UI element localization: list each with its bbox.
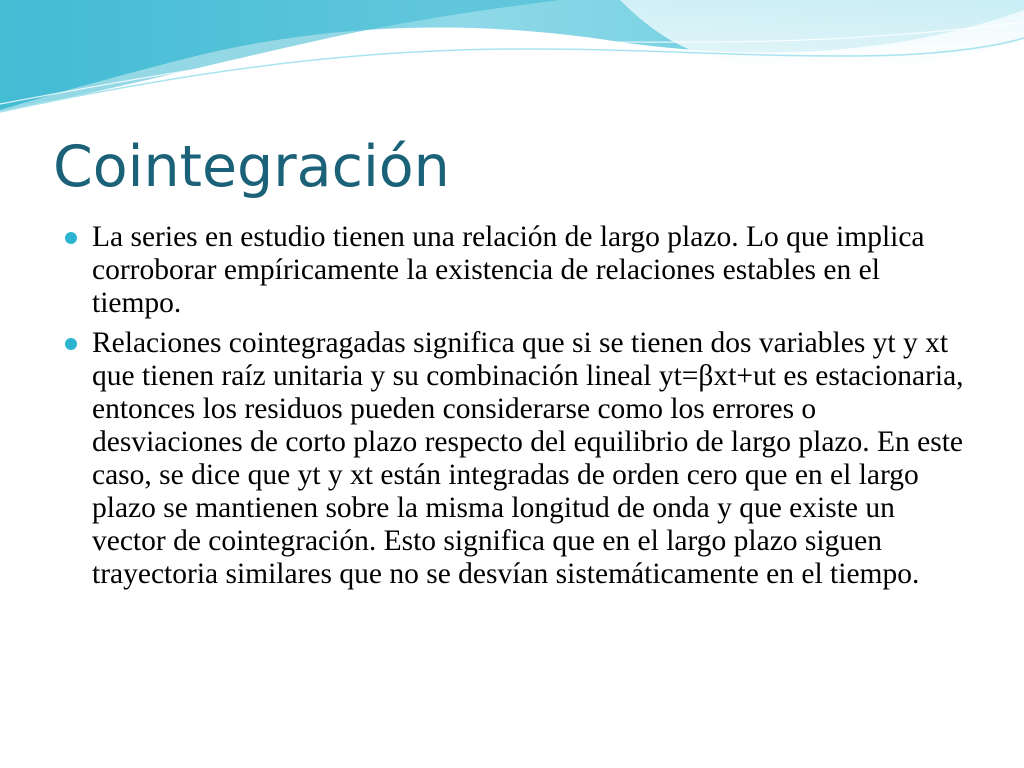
header-wave-decoration	[0, 0, 1024, 120]
bullet-item	[92, 221, 972, 320]
bullet-item	[92, 327, 972, 591]
bullet-list	[92, 221, 972, 598]
bullet-dot-icon	[65, 338, 77, 350]
bullet-text: La series en estudio tienen una relación de largo plazo. Lo que implica corroborar empíricamente la existencia de relaciones estables en el tiempo.	[92, 221, 925, 319]
slide-title: Cointegración	[53, 134, 450, 200]
bullet-text: Relaciones cointegragadas significa que si se tienen dos variables yt y xt que tienen raíz unitaria y su combinación lineal yt=βxt+ut es estacionaria, entonces los residuos pueden considerarse como los errores o desviaciones de corto plazo respecto del equilibrio de largo plazo. En este caso, se dice que yt y xt están integradas de orden cero que en el largo plazo se mantienen sobre la misma longitud de onda y que existe un vector de cointegración. Esto significa que en el largo plazo siguen trayectoria similares que no se desvían sistemáticamente en el tiempo.	[92, 327, 964, 590]
bullet-dot-icon	[65, 232, 77, 244]
